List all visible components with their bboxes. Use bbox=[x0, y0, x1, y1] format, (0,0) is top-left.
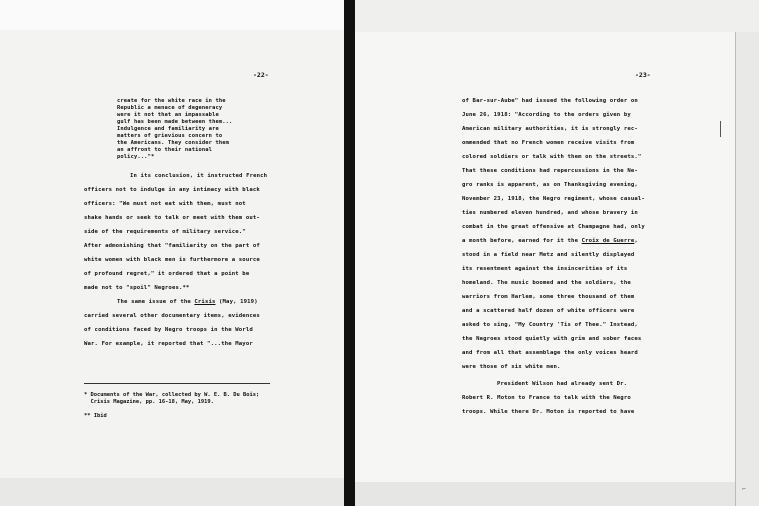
body-line: homeland. The music boomed and the soldiers, the bbox=[462, 280, 631, 286]
body-line: its resentment against the insincerities of its bbox=[462, 266, 628, 272]
quote-line: create for the white race in the bbox=[117, 98, 226, 104]
body-line: of Bar-sur-Aube" had issued the following order on bbox=[462, 98, 638, 104]
body-line: After admonishing that "familiarity on the part of bbox=[84, 243, 260, 249]
quote-line: policy..."* bbox=[117, 154, 155, 160]
body-line: ties numbered eleven hundred, and whose bravery in bbox=[462, 210, 638, 216]
body-line: June 26, 1918: "According to the orders given by bbox=[462, 112, 631, 118]
body-line: and a scattered half dozen of white officers were bbox=[462, 308, 635, 314]
body-line: stood in a field near Metz and silently displayed bbox=[462, 252, 635, 258]
quote-line: Republic a menace of degeneracy bbox=[117, 105, 223, 111]
quote-line: an affront to their national bbox=[117, 147, 213, 153]
quote-line: the Americans. They consider them bbox=[117, 140, 230, 146]
body-line: That these conditions had repercussions in the Ne- bbox=[462, 168, 638, 174]
right-page-top-margin bbox=[355, 0, 759, 32]
footnote: ** Ibid bbox=[84, 413, 107, 419]
body-line: warriors from Harlem, some three thousand of them bbox=[462, 294, 635, 300]
body-line: ommended that no French women receive visits from bbox=[462, 140, 635, 146]
quote-line: matters of grievious concern to bbox=[117, 133, 223, 139]
corner-mark: ⌐ bbox=[742, 486, 746, 493]
body-line: Robert R. Moton to France to talk with the Negro bbox=[462, 395, 631, 401]
footnote-rule bbox=[84, 383, 270, 384]
body-line: asked to sing, "My Country 'Tis of Thee." Instead, bbox=[462, 322, 638, 328]
quote-line: were it not that an impassable bbox=[117, 112, 219, 118]
body-line: and from all that assemblage the only voices heard bbox=[462, 350, 638, 356]
right-page-bottom-margin bbox=[355, 482, 735, 506]
body-line: shake hands or seek to talk or meet with them out- bbox=[84, 215, 260, 221]
body-line: The same issue of the Crisis (May, 1919) bbox=[117, 299, 258, 305]
body-line: were those of six white men. bbox=[462, 364, 561, 370]
body-line: a month before, earned for it the Croix de Guerre, bbox=[462, 238, 638, 244]
body-line: officers not to indulge in any intimacy with black bbox=[84, 187, 260, 193]
left-page-bottom-margin bbox=[0, 478, 344, 506]
footnote: Crisis Magazine, pp. 16-18, May, 1919. bbox=[84, 399, 214, 405]
body-line: side of the requirements of military service." bbox=[84, 229, 246, 235]
body-line: American military authorities, it is strongly rec- bbox=[462, 126, 638, 132]
body-line: President Wilson had already sent Dr. bbox=[497, 381, 628, 387]
body-line: November 23, 1918, the Negro regiment, whose casual- bbox=[462, 196, 645, 202]
body-line: troops. While there Dr. Moton is reported to have bbox=[462, 409, 635, 415]
left-page-top-margin bbox=[0, 0, 344, 31]
right-page-number: -23- bbox=[635, 71, 651, 79]
body-line: made not to "spoil" Negroes.** bbox=[84, 285, 190, 291]
book-spine bbox=[344, 0, 355, 506]
body-line: combat in the great offensive at Champagne had, only bbox=[462, 224, 645, 230]
left-page-number: -22- bbox=[253, 71, 269, 79]
body-line: carried several other documentary items, evidences bbox=[84, 313, 260, 319]
body-line: colored soldiers or talk with them on the streets." bbox=[462, 154, 642, 160]
body-line: War. For example, it reported that "...the Mayor bbox=[84, 341, 253, 347]
body-line: In its conclusion, it instructed French bbox=[130, 173, 268, 179]
quote-line: Indulgence and familiarity are bbox=[117, 126, 219, 132]
body-line: of conditions faced by Negro troops in the World bbox=[84, 327, 253, 333]
footnote: * Documents of the War, collected by W. E. B. Du Bois; bbox=[84, 392, 260, 398]
body-line: white women with black men is furthermore a source bbox=[84, 257, 260, 263]
right-page-edge bbox=[735, 32, 759, 506]
body-line: of profound regret," it ordered that a point be bbox=[84, 271, 250, 277]
margin-mark bbox=[720, 121, 721, 137]
body-line: gro ranks is apparent, as on Thanksgiving evening, bbox=[462, 182, 638, 188]
quote-line: gulf has been made between them... bbox=[117, 119, 233, 125]
body-line: the Negroes stood quietly with grim and sober faces bbox=[462, 336, 642, 342]
body-line: officers: "We must not eat with them, must not bbox=[84, 201, 246, 207]
